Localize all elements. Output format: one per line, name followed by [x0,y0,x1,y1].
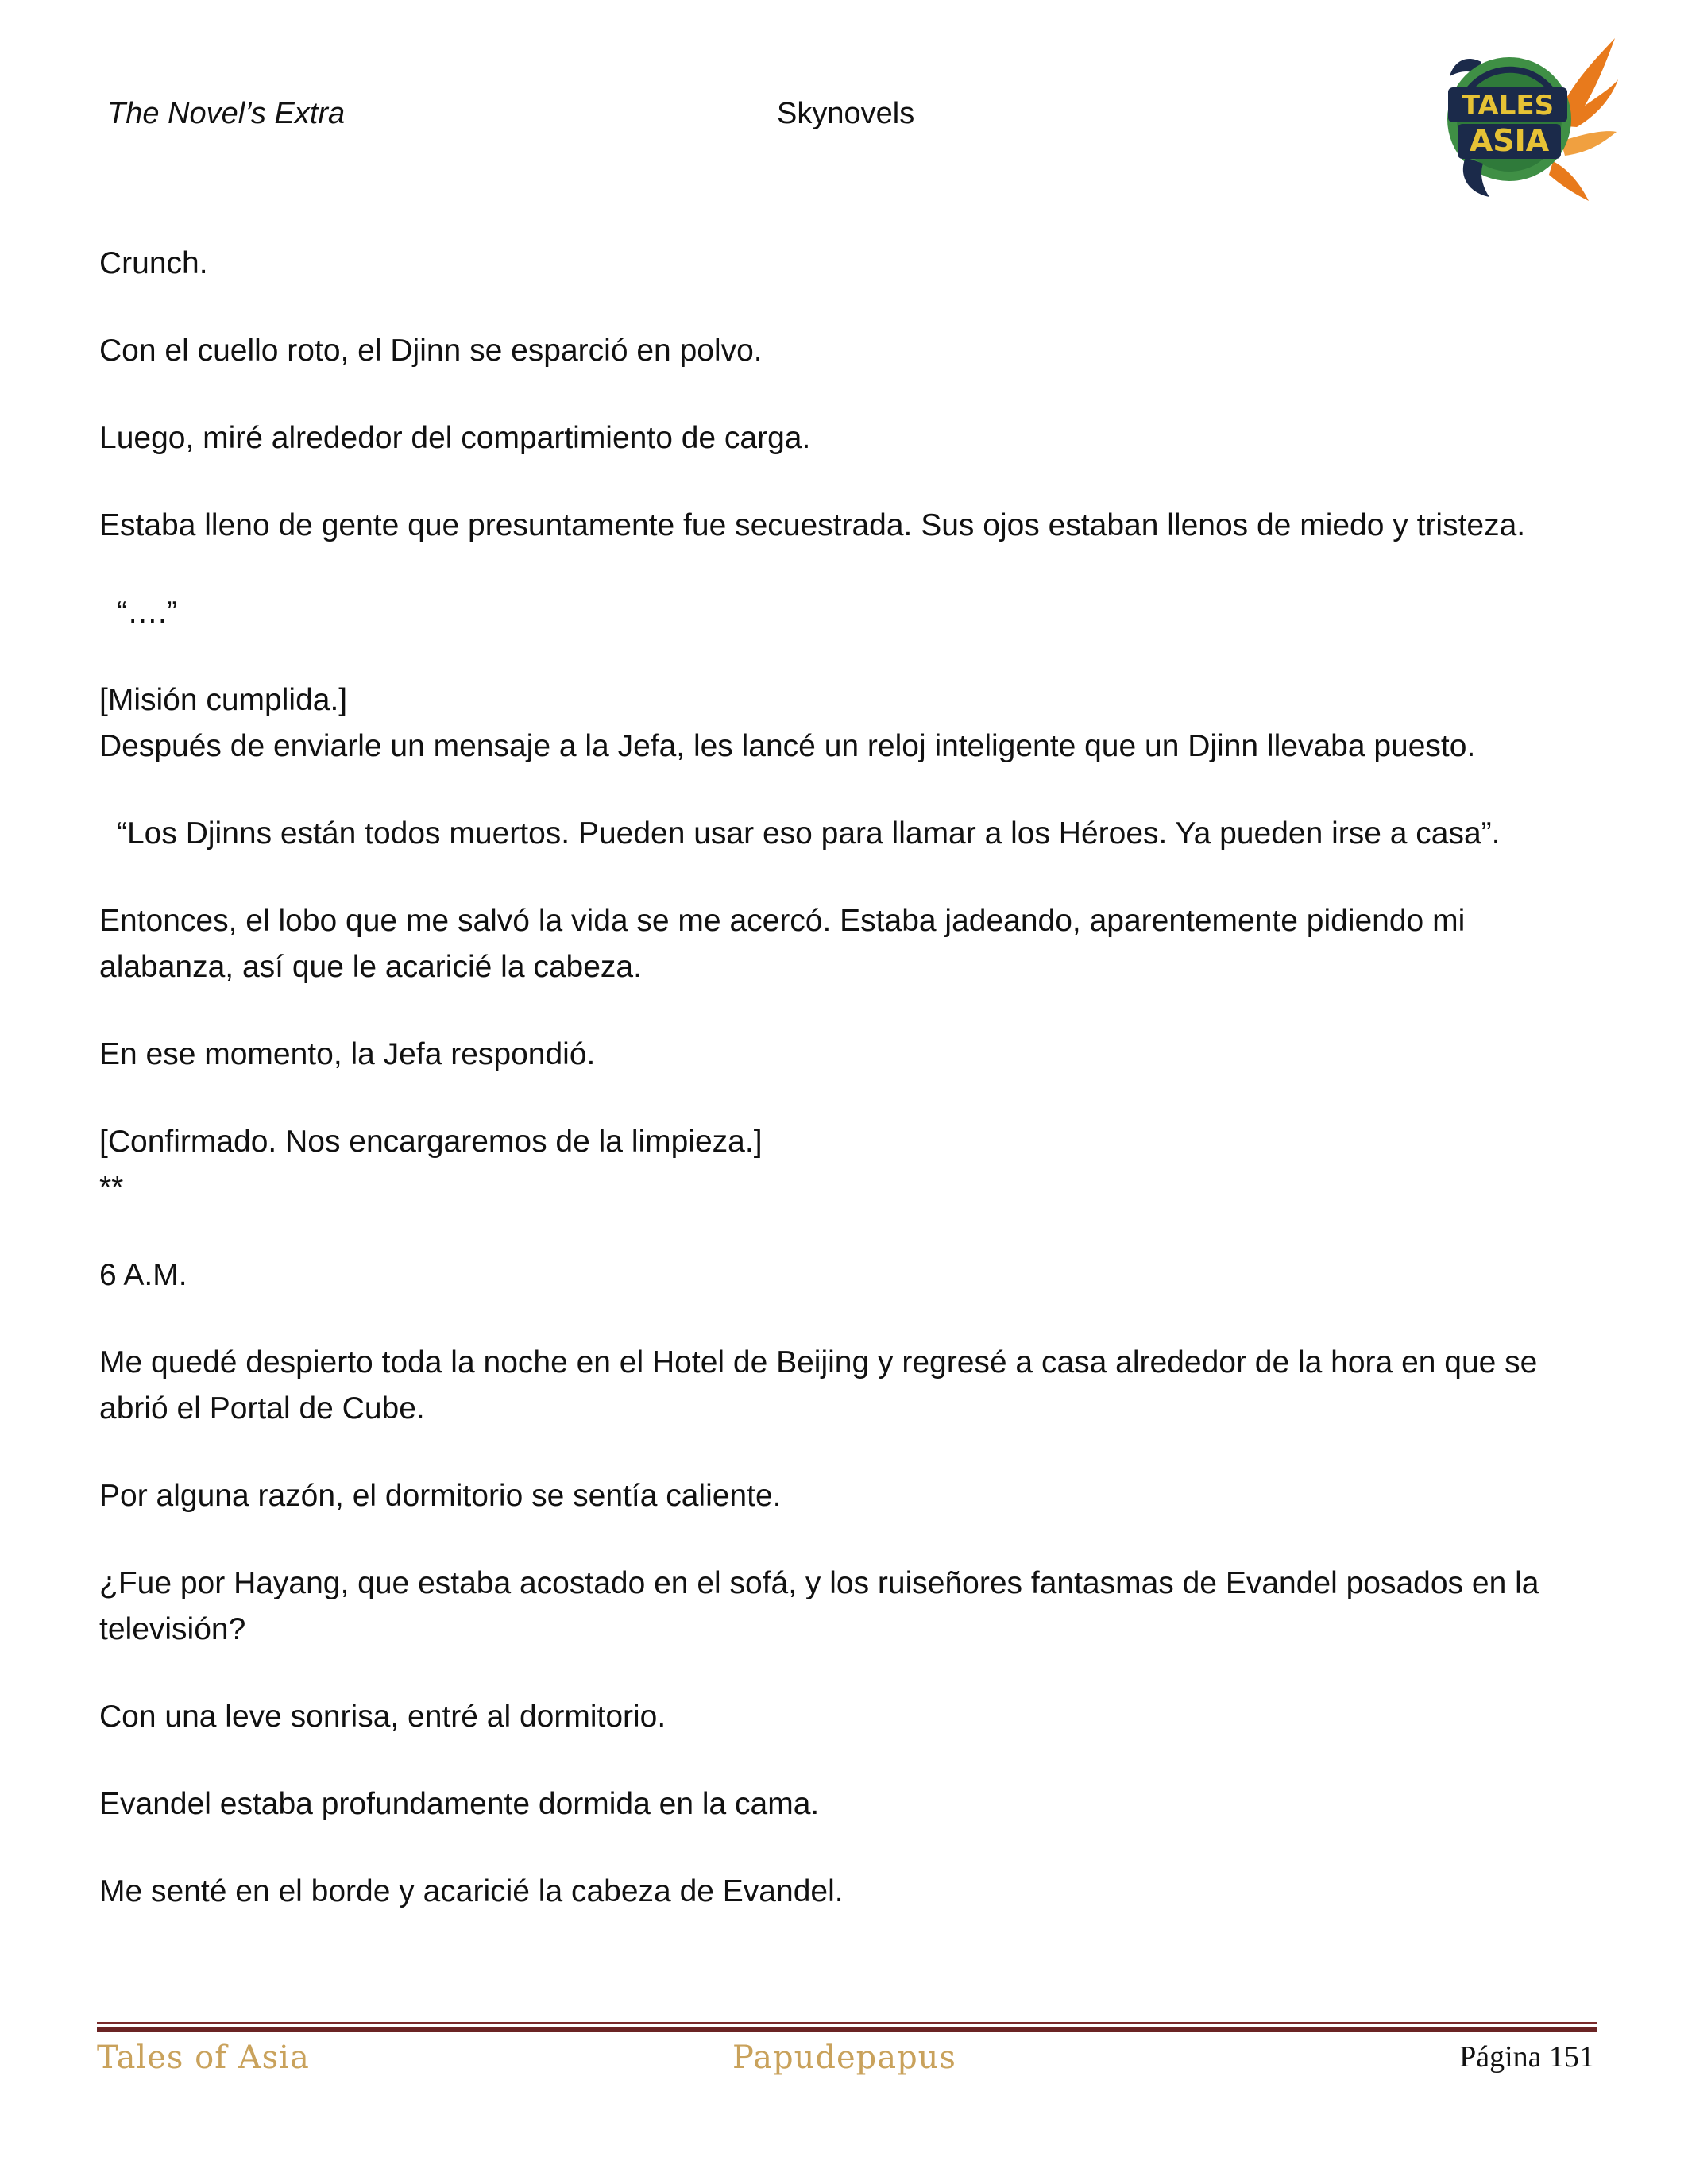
paragraph: Me quedé despierto toda la noche en el Hotel de Beijing y regresé a casa alrededor de la hora en que se abrió el Portal de Cube. [99,1345,1538,1426]
footer-divider-thick [97,2027,1597,2032]
paragraph: 6 A.M. [99,1258,187,1292]
paragraph: Con una leve sonrisa, entré al dormitorio. [99,1700,666,1734]
section-break: ** [99,1171,124,1205]
footer-page-number: Página 151 [1459,2040,1594,2074]
header-site-name: Skynovels [777,97,915,130]
paragraph: Me senté en el borde y acaricié la cabeza de Evandel. [99,1874,844,1908]
paragraph: Después de enviarle un mensaje a la Jefa, les lancé un reloj inteligente que un Djinn llevaba puesto. [99,729,1476,763]
paragraph: Entonces, el lobo que me salvó la vida se me acercó. Estaba jadeando, aparentemente pidiendo mi alabanza, así que le acaricié la cabeza. [99,904,1466,984]
paragraph: Estaba lleno de gente que presuntamente fue secuestrada. Sus ojos estaban llenos de miedo y tristeza. [99,508,1526,542]
header-book-title: The Novel’s Extra [107,97,346,130]
footer-divider-thin [97,2022,1597,2024]
paragraph: ¿Fue por Hayang, que estaba acostado en el sofá, y los ruiseñores fantasmas de Evandel posados en la televisión? [99,1566,1539,1646]
tales-of-asia-logo [1434,30,1618,205]
paragraph: En ese momento, la Jefa respondió. [99,1037,596,1071]
paragraph: Crunch. [99,246,208,280]
footer-publisher: Tales of Asia [97,2039,310,2076]
paragraph: [Misión cumplida.] [99,683,348,717]
paragraph: Por alguna razón, el dormitorio se sentía caliente. [99,1479,782,1513]
footer-translator: Papudepapus [732,2039,956,2076]
footer-divider [97,2022,1597,2033]
paragraph: Con el cuello roto, el Djinn se esparció en polvo. [99,334,763,368]
paragraph: “Los Djinns están todos muertos. Pueden usar eso para llamar a los Héroes. Ya pueden irse a casa”. [117,816,1501,851]
paragraph: “….” [117,596,177,630]
paragraph: [Confirmado. Nos encargaremos de la limpieza.] [99,1125,763,1159]
chapter-body [99,241,1593,1956]
paragraph: Evandel estaba profundamente dormida en la cama. [99,1787,820,1821]
logo-text-tales: TALES [1461,90,1555,122]
paragraph: Luego, miré alrededor del compartimiento de carga. [99,421,811,455]
logo-text-asia: ASIA [1469,123,1550,158]
